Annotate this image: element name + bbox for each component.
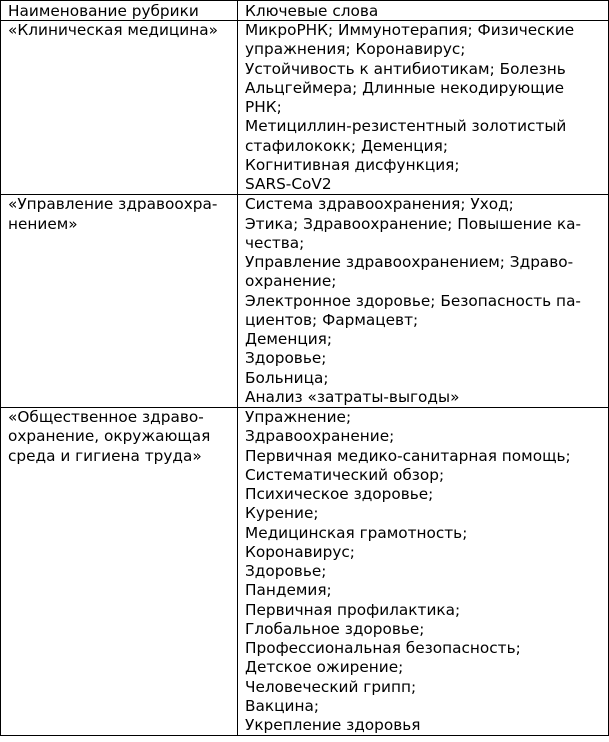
keyword-line: Здоровье; xyxy=(245,562,327,580)
header-rubric-name: Наименование рубрики xyxy=(1,1,238,21)
keyword-line: Когнитивная дисфункция; xyxy=(245,155,460,174)
table-row xyxy=(1,408,609,736)
keyword-line: Система здравоохранения; Уход; xyxy=(245,195,514,214)
keyword-line: МикроРНК; Иммунотерапия; Физические xyxy=(245,21,575,39)
rubric-cell xyxy=(1,408,238,736)
keyword-line: Первичная медико-санитарная помощь; xyxy=(245,446,571,465)
rubric-cell xyxy=(1,21,238,195)
table-header-row xyxy=(1,1,609,21)
keyword-line: Профессиональная безопасность; xyxy=(245,639,521,657)
keyword-line: Здоровье; xyxy=(245,349,327,368)
keyword-line: Медицинская грамотность; xyxy=(245,523,468,542)
keywords-cell xyxy=(238,21,609,195)
keyword-line: Глобальное здоровье; xyxy=(245,619,425,638)
keyword-line: Детское ожирение; xyxy=(245,658,404,677)
keywords-cell xyxy=(238,408,609,736)
keyword-line: Управление здравоохранением; Здраво- xyxy=(245,253,574,271)
keyword-line: РНК; xyxy=(245,98,282,116)
keyword-line: Первичная профилактика; xyxy=(245,600,461,619)
rubric-line: нением» xyxy=(8,214,78,233)
keyword-line: стафилококк; Деменция; xyxy=(245,136,448,155)
keyword-line: Укрепление здоровья xyxy=(245,716,421,734)
keyword-line: SARS-CoV2 xyxy=(245,175,332,193)
keyword-line: Этика; Здравоохранение; Повышение ка- xyxy=(245,214,581,233)
keywords-cell xyxy=(238,195,609,408)
keyword-line: Устойчивость к антибиотикам; Болезнь xyxy=(245,59,566,78)
rubric-line: «Клиническая медицина» xyxy=(8,21,218,39)
keyword-line: циентов; Фармацевт; xyxy=(245,310,419,329)
table-row xyxy=(1,21,609,195)
keyword-line: чества; xyxy=(245,233,305,252)
rubric-cell xyxy=(1,195,238,408)
keyword-line: Метициллин-резистентный золотистый xyxy=(245,117,567,136)
keyword-line: Упражнение; xyxy=(245,408,352,426)
keyword-line: Коронавирус; xyxy=(245,542,355,561)
keyword-line: Больница; xyxy=(245,368,329,387)
table-body xyxy=(1,1,609,736)
rubric-line: среда и гигиена труда» xyxy=(8,446,202,465)
keyword-line: Альцгеймера; Длинные некодирующие xyxy=(245,78,565,97)
rubric-line: охранение, окружающая xyxy=(8,427,211,446)
keyword-line: Деменция; xyxy=(245,330,333,348)
keyword-line: Курение; xyxy=(245,504,319,523)
keyword-line: Человеческий грипп; xyxy=(245,677,417,696)
rubric-line: «Общественное здраво- xyxy=(8,408,204,426)
keyword-line: Вакцина; xyxy=(245,696,319,715)
keyword-line: Систематический обзор; xyxy=(245,465,445,484)
keyword-line: упражнения; Коронавирус; xyxy=(245,40,466,59)
keyword-line: Здравоохранение; xyxy=(245,427,395,446)
rubric-line: «Управление здравоохра- xyxy=(8,195,218,214)
header-keywords: Ключевые слова xyxy=(238,1,609,21)
keyword-line: Анализ «затраты-выгоды» xyxy=(245,387,460,406)
keyword-line: охранение; xyxy=(245,272,337,291)
keyword-line: Электронное здоровье; Безопасность па- xyxy=(245,291,581,310)
keyword-line: Психическое здоровье; xyxy=(245,485,434,503)
table-row xyxy=(1,195,609,408)
keyword-line: Пандемия; xyxy=(245,581,332,600)
